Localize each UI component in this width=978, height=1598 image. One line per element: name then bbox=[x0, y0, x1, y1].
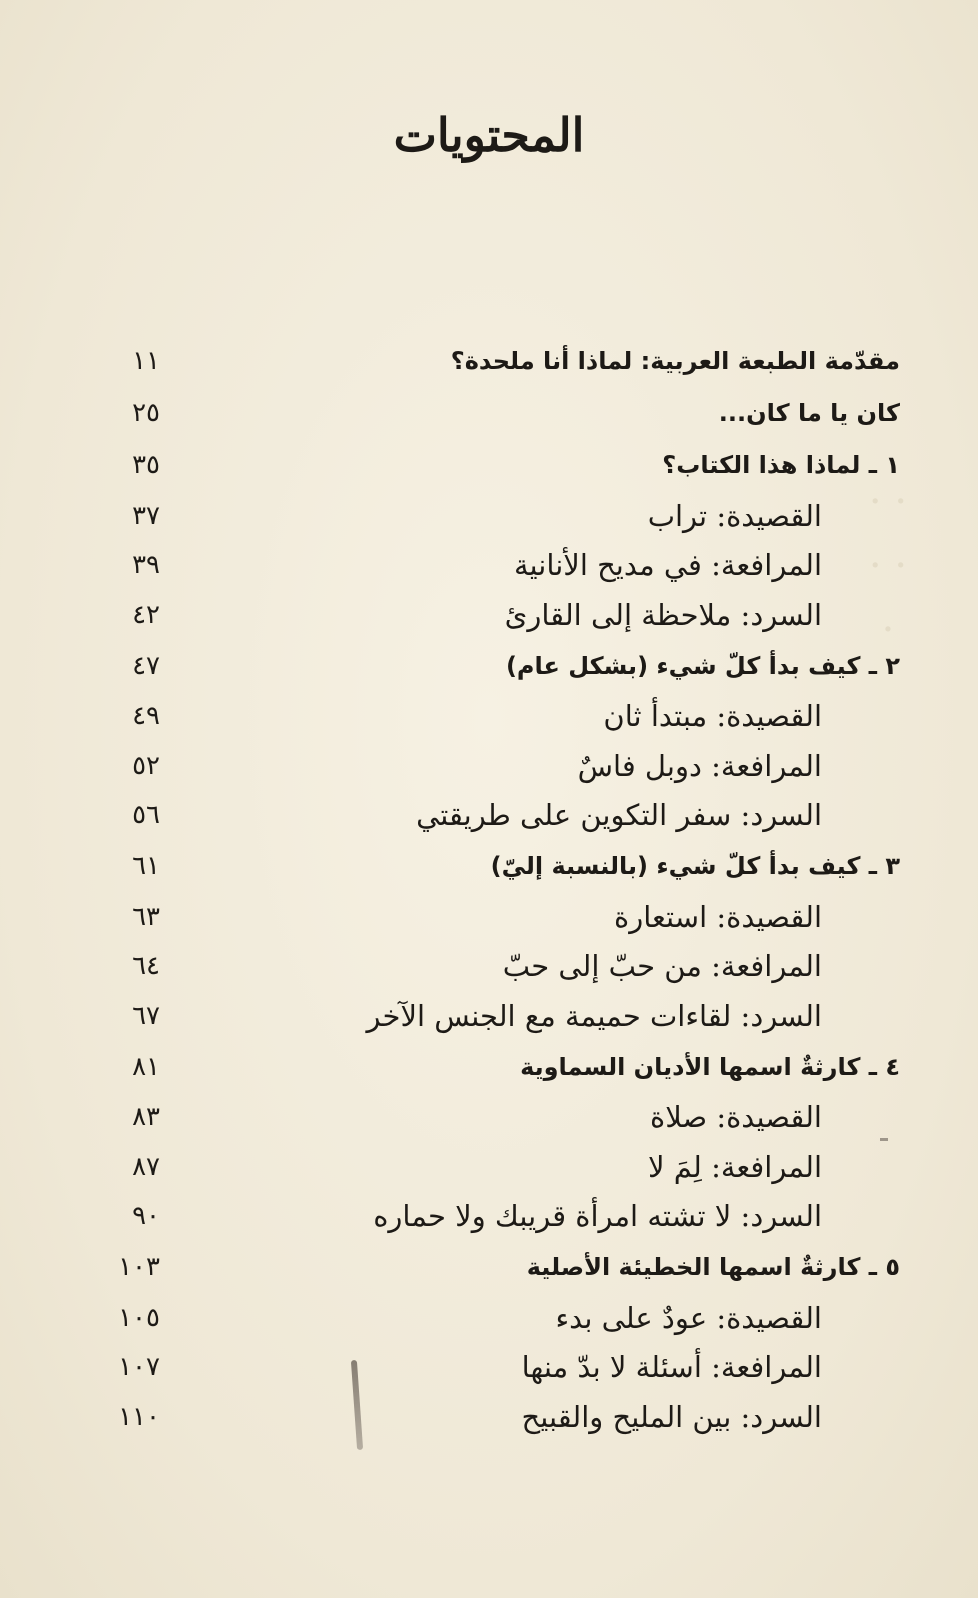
toc-entry-title: القصيدة: مبتدأ ثان bbox=[603, 699, 822, 734]
toc-entry-title: السرد: سفر التكوين على طريقتي bbox=[416, 798, 822, 833]
toc-entry bbox=[110, 692, 900, 742]
toc-entry bbox=[110, 491, 900, 541]
toc-entry-page: ٣٩ bbox=[132, 550, 160, 581]
toc-entry-title: المرافعة: دوبل فاسٌ bbox=[577, 748, 822, 783]
toc-entry-title: القصيدة: استعارة bbox=[614, 899, 822, 934]
toc-entry-title: القصيدة: صلاة bbox=[650, 1100, 822, 1135]
toc-entry-title: السرد: لا تشته امرأة قريبك ولا حماره bbox=[373, 1199, 822, 1234]
toc-entry-page: ٦٧ bbox=[132, 1000, 160, 1031]
toc-entry bbox=[110, 991, 900, 1041]
ink-mark bbox=[880, 1138, 888, 1141]
toc-entry bbox=[110, 1293, 900, 1343]
toc-entry bbox=[110, 791, 900, 841]
toc-entry bbox=[110, 439, 900, 491]
toc-entry-page: ٤٢ bbox=[132, 599, 160, 630]
toc-entry-title: كان يا ما كان... bbox=[718, 399, 900, 427]
toc-entry-page: ١٠٥ bbox=[118, 1302, 160, 1333]
toc-entry-title: ٢ ـ كيف بدأ كلّ شيء (بشكل عام) bbox=[505, 651, 900, 680]
toc-entry bbox=[110, 942, 900, 992]
toc-entry-title: ٤ ـ كارثةٌ اسمها الأديان السماوية bbox=[520, 1052, 900, 1081]
toc-entry-page: ٢٥ bbox=[132, 398, 160, 428]
toc-entry bbox=[110, 335, 900, 387]
toc-entry-title: القصيدة: عودٌ على بدء bbox=[555, 1300, 822, 1335]
toc-entry-title: السرد: ملاحظة إلى القارئ bbox=[504, 597, 822, 632]
toc-entry-title: مقدّمة الطبعة العربية: لماذا أنا ملحدة؟ bbox=[450, 347, 900, 375]
toc-entry bbox=[110, 892, 900, 942]
toc-entry-page: ٨٣ bbox=[132, 1102, 160, 1133]
page-title: المحتويات bbox=[393, 108, 585, 162]
toc-entry-page: ٥٢ bbox=[132, 750, 160, 781]
show-through-marks: · · · · · bbox=[868, 479, 908, 653]
toc-entry bbox=[110, 541, 900, 591]
toc-entry-page: ١٠٣ bbox=[118, 1252, 160, 1282]
toc-entry-page: ٤٩ bbox=[132, 701, 160, 732]
toc-entry-page: ٨٧ bbox=[132, 1151, 160, 1182]
toc-entry bbox=[110, 1041, 900, 1093]
toc-entry bbox=[110, 840, 900, 892]
toc-entry-title: ١ ـ لماذا هذا الكتاب؟ bbox=[662, 451, 900, 479]
toc-entry-title: المرافعة: أسئلة لا بدّ منها bbox=[521, 1350, 822, 1385]
toc-entry bbox=[110, 640, 900, 692]
toc-entry bbox=[110, 1343, 900, 1393]
toc-entry-page: ٩٠ bbox=[132, 1201, 160, 1232]
toc-entry-title: القصيدة: تراب bbox=[647, 498, 822, 533]
toc-entry bbox=[110, 1093, 900, 1143]
toc-entry-page: ٦٤ bbox=[132, 951, 160, 982]
toc-entry bbox=[110, 590, 900, 640]
toc-entry-page: ٥٦ bbox=[132, 800, 160, 831]
toc-entry-page: ١٠٧ bbox=[118, 1352, 160, 1383]
toc-entry-title: ٣ ـ كيف بدأ كلّ شيء (بالنسبة إليّ) bbox=[490, 852, 900, 880]
toc-entry-page: ١١٠ bbox=[118, 1401, 160, 1432]
toc-entry-page: ٤٧ bbox=[132, 650, 160, 681]
toc-entry bbox=[110, 741, 900, 791]
toc-entry bbox=[110, 1142, 900, 1192]
toc-entry bbox=[110, 1241, 900, 1293]
toc-entry-page: ٦٣ bbox=[132, 901, 160, 932]
toc-entry-title: السرد: لقاءات حميمة مع الجنس الآخر bbox=[366, 998, 822, 1033]
toc-entry-title: المرافعة: من حبّ إلى حبّ bbox=[502, 949, 822, 984]
toc-entry bbox=[110, 1192, 900, 1242]
toc-entry-title: السرد: بين المليح والقبيح bbox=[521, 1399, 822, 1434]
table-of-contents bbox=[110, 335, 900, 1442]
toc-entry-title: المرافعة: لِمَ لا bbox=[648, 1149, 822, 1184]
toc-entry bbox=[110, 387, 900, 439]
toc-entry-page: ٦١ bbox=[132, 851, 160, 881]
toc-entry-page: ٣٥ bbox=[132, 450, 160, 480]
toc-entry-page: ٣٧ bbox=[132, 500, 160, 531]
toc-entry-page: ٨١ bbox=[132, 1051, 160, 1082]
toc-entry bbox=[110, 1392, 900, 1442]
toc-entry-title: المرافعة: في مديح الأنانية bbox=[514, 548, 822, 583]
toc-entry-page: ١١ bbox=[132, 346, 160, 376]
toc-entry-title: ٥ ـ كارثةٌ اسمها الخطيئة الأصلية bbox=[526, 1253, 900, 1281]
